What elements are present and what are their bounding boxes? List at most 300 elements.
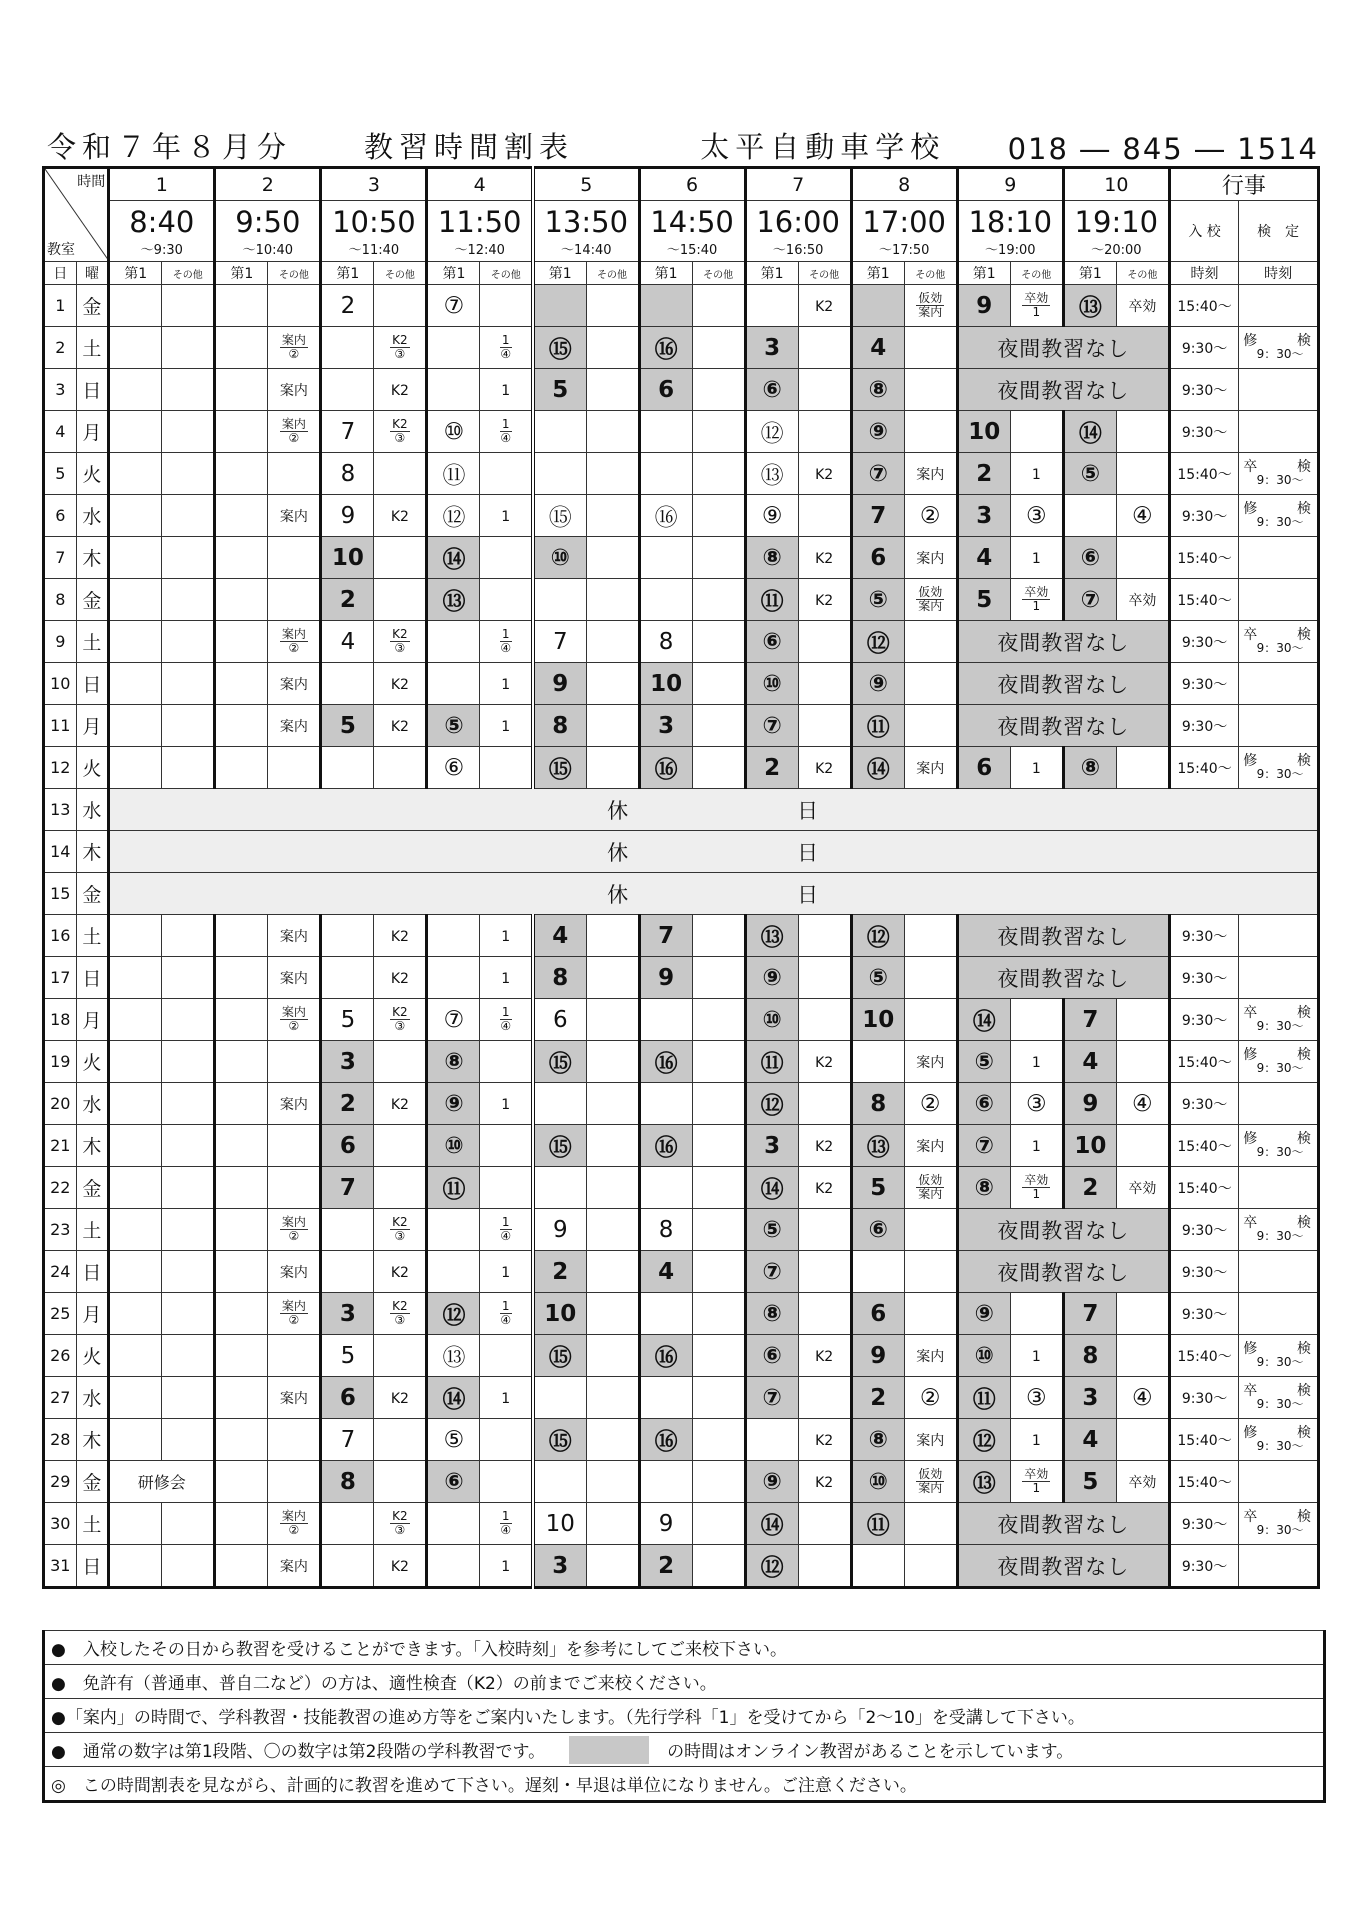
slot-1-first [109,579,162,621]
slot-7-other: K2 [798,453,851,495]
kentei-time-header: 時刻 [1239,262,1319,285]
slot-7-other [798,369,851,411]
slot-10-other [1116,1293,1169,1335]
slot-10-other [1116,453,1169,495]
sub-first-3: 第1 [321,262,374,285]
slot-3-other [374,1503,427,1545]
slot-3-first: 4 [321,621,374,663]
slot-3-first: 6 [321,1377,374,1419]
slot-5-other [586,663,639,705]
event-char-2: 検 [1297,1424,1311,1441]
slot-8-other: 案内 [904,1419,957,1461]
slot-5-first [533,579,586,621]
table-row [44,495,1319,537]
slot-5-first: 2 [533,1251,586,1293]
table-row [44,1251,1319,1293]
slot-4-other [480,453,533,495]
slot-end: ～19:00 [985,242,1036,258]
slot-1-other [162,1377,215,1419]
slot-4-first [427,1251,480,1293]
slot-6-first [639,453,692,495]
slot-8-first [851,1545,904,1588]
slot-6-other [692,1125,745,1167]
table-row [44,1419,1319,1461]
slot-2-other: 案内 [268,495,321,537]
slot-4-other: 1 [480,915,533,957]
slot-6-first [639,1377,692,1419]
slot-10-other [1116,1041,1169,1083]
stacked-label: 1 ④ [500,626,512,655]
slot-1-other [162,327,215,369]
day-of-week: 水 [76,495,109,537]
slot-end: ～14:40 [561,242,612,258]
slot-10-first: 3 [1063,1377,1116,1419]
slot-9-first: 5 [957,579,1010,621]
nyuko-time: 15:40～ [1169,1041,1238,1083]
slot-5-other [586,1041,639,1083]
slot-number-1: 1 [109,168,215,201]
slot-7-other: K2 [798,579,851,621]
slot-8-first: 5 [851,1167,904,1209]
day-of-week: 水 [76,1083,109,1125]
slot-9-first: ⑨ [957,1293,1010,1335]
slot-1-first [109,999,162,1041]
day-of-week: 火 [76,1041,109,1083]
slot-9-first: ⑬ [957,1461,1010,1503]
slot-2-first [215,663,268,705]
slot-4-first: ⑭ [427,1377,480,1419]
slot-10-first: ⑥ [1063,537,1116,579]
day-number: 5 [44,453,77,495]
kentei-event [1239,1125,1319,1167]
slot-4-other [480,1209,533,1251]
slot-6-other [692,495,745,537]
slot-5-first: ⑮ [533,495,586,537]
stacked-label: K2 ③ [392,626,408,655]
kentei-event [1239,285,1319,327]
slot-8-other [904,369,957,411]
day-number: 18 [44,999,77,1041]
slot-8-other [904,411,957,453]
slot-5-other [586,999,639,1041]
stacked-label: 1 ④ [500,416,512,445]
sub-other-3: その他 [374,262,427,285]
event-time: 9：30～ [1256,1228,1304,1243]
sub-first-10: 第1 [1063,262,1116,285]
slot-10-other [1116,1335,1169,1377]
day-number: 21 [44,1125,77,1167]
slot-2-other [268,1209,321,1251]
slot-3-other: K2 [374,1545,427,1588]
stacked-label: 卒効 1 [1024,1466,1049,1495]
slot-4-other: 1 [480,1545,533,1588]
slot-6-other [692,285,745,327]
slot-8-other [904,999,957,1041]
slot-2-other [268,579,321,621]
stacked-label: 仮効 案内 [918,290,943,319]
slot-4-other: 1 [480,1377,533,1419]
slot-6-other [692,327,745,369]
slot-7-other: K2 [798,747,851,789]
slot-5-first [533,285,586,327]
slot-7-other [798,1209,851,1251]
table-row [44,1083,1319,1125]
slot-4-first [427,915,480,957]
slot-3-other [374,1293,427,1335]
nyuko-time: 9:30～ [1169,1503,1238,1545]
slot-3-first: 5 [321,999,374,1041]
slot-1-first [109,453,162,495]
slot-9-other [1010,411,1063,453]
nyuko-time: 15:40～ [1169,579,1238,621]
slot-5-other [586,537,639,579]
slot-7-other: K2 [798,1041,851,1083]
slot-9-first: ⑪ [957,1377,1010,1419]
no-night-lessons: 夜間教習なし [957,1209,1169,1251]
note-4 [45,1732,1323,1766]
table-row [44,1041,1319,1083]
event-time: 9：30～ [1256,640,1304,655]
slot-1-first [109,1293,162,1335]
holiday-char-2: 日 [797,798,821,823]
kentei-event [1239,1167,1319,1209]
slot-6-first [639,1167,692,1209]
slot-5-first: 9 [533,1209,586,1251]
table-row [44,747,1319,789]
slot-number-3: 3 [321,168,427,201]
slot-2-first [215,537,268,579]
slot-4-other: 1 [480,957,533,999]
slot-2-other [268,537,321,579]
slot-5-other [586,411,639,453]
slot-6-first [639,537,692,579]
slot-6-other [692,369,745,411]
kenshu-label: 研修会 [137,1473,186,1492]
slot-4-other: 1 [480,663,533,705]
slot-4-other [480,1335,533,1377]
slot-5-other [586,579,639,621]
slot-7-first: ⑧ [745,1293,798,1335]
nyuko-time: 15:40～ [1169,453,1238,495]
day-of-week: 木 [76,1125,109,1167]
stacked-label: 案内 ② [281,332,306,361]
slot-4-other: 1 [480,495,533,537]
slot-7-other [798,915,851,957]
slot-5-first: 5 [533,369,586,411]
slot-7-first [745,1419,798,1461]
gyoji-header: 行事 [1169,168,1318,201]
slot-3-other: K2 [374,663,427,705]
event-char-2: 検 [1297,332,1311,349]
event-time: 9：30～ [1256,1354,1304,1369]
day-number: 7 [44,537,77,579]
slot-10-first: ⑧ [1063,747,1116,789]
slot-1-other [162,495,215,537]
slot-time-3 [321,201,427,262]
event-time: 9：30～ [1256,472,1304,487]
slot-3-first: 5 [321,1335,374,1377]
slot-end: ～16:50 [772,242,824,258]
slot-7-first [745,285,798,327]
nyuko-header: 入 校 [1169,201,1238,262]
slot-1-first [109,411,162,453]
table-row [44,453,1319,495]
slot-4-other [480,1461,533,1503]
slot-4-first: ⑫ [427,1293,480,1335]
slot-start: 9:50 [235,204,301,239]
day-number: 14 [44,831,77,873]
slot-2-other [268,1293,321,1335]
slot-7-first: ⑨ [745,1461,798,1503]
slot-10-first: 10 [1063,1125,1116,1167]
slot-8-first: ⑥ [851,1209,904,1251]
event-char-2: 検 [1297,458,1311,475]
slot-2-first [215,453,268,495]
slot-8-other [904,579,957,621]
stacked-label: K2 ③ [392,416,408,445]
slot-2-first [215,1545,268,1588]
slot-5-first: 9 [533,663,586,705]
event-char-1: 修 [1243,1046,1258,1063]
slot-7-other [798,495,851,537]
slot-10-other: ④ [1116,495,1169,537]
slot-1-other [162,1167,215,1209]
day-number: 17 [44,957,77,999]
slot-6-first [639,579,692,621]
sub-other-1: その他 [162,262,215,285]
slot-7-first: ⑫ [745,1083,798,1125]
slot-1-first [109,1083,162,1125]
table-row [44,789,1319,831]
slot-number-8: 8 [851,168,957,201]
event-char-2: 検 [1297,500,1311,517]
slot-1-other [162,1545,215,1588]
event-char-1: 卒 [1243,458,1258,475]
slot-start: 16:00 [756,204,840,239]
nyuko-time: 9:30～ [1169,1083,1238,1125]
slot-end: ～20:00 [1091,242,1142,258]
month-label: 令和７年８月分 [47,130,293,164]
sub-first-6: 第1 [639,262,692,285]
slot-7-first: ⑨ [745,957,798,999]
slot-7-first: 3 [745,327,798,369]
slot-5-first: 8 [533,957,586,999]
slot-10-first: 7 [1063,1293,1116,1335]
slot-10-other: 卒効 [1116,579,1169,621]
slot-5-other [586,621,639,663]
slot-6-first: 8 [639,621,692,663]
note-3: ●「案内」の時間で、学科教習・技能教習の進め方等をご案内いたします。（先行学科「1」を受けてから「2～10」を受講して下さい。 [45,1698,1323,1732]
slot-6-first [639,1083,692,1125]
slot-7-other [798,1545,851,1588]
stacked-label: 案内 ② [281,1004,306,1033]
table-row [44,1461,1319,1503]
slot-7-first: ⑥ [745,369,798,411]
day-of-week: 日 [76,1545,109,1588]
note-5: ◎ この時間割表を見ながら、計画的に教習を進めて下さい。遅刻・早退は単位になりません。ご注意ください。 [45,1766,1323,1800]
slot-4-other [480,1419,533,1461]
stacked-label: 卒効 1 [1024,1172,1049,1201]
slot-9-other: ③ [1010,495,1063,537]
slot-7-first: ⑦ [745,705,798,747]
slot-10-first: ⑤ [1063,453,1116,495]
slot-4-other: 1 [480,369,533,411]
slot-8-other: ② [904,495,957,537]
slot-3-other [374,1209,427,1251]
slot-7-other [798,411,851,453]
slot-5-first: 8 [533,705,586,747]
sub-first-5: 第1 [533,262,586,285]
slot-1-other [162,1083,215,1125]
slot-3-other: K2 [374,495,427,537]
slot-1-other [162,663,215,705]
slot-start: 8:40 [129,204,195,239]
slot-8-other [904,621,957,663]
slot-1-other [162,705,215,747]
table-row [44,1293,1319,1335]
slot-3-other [374,1335,427,1377]
day-of-week: 火 [76,1335,109,1377]
slot-7-other: K2 [798,1335,851,1377]
slot-6-other [692,1419,745,1461]
slot-5-first: 6 [533,999,586,1041]
event-char-2: 検 [1297,752,1311,769]
slot-8-other: 案内 [904,747,957,789]
slot-9-first: ⑩ [957,1335,1010,1377]
slot-6-other [692,537,745,579]
slot-10-other [1116,747,1169,789]
slot-6-other [692,1503,745,1545]
slot-2-other [268,1041,321,1083]
event-char-2: 検 [1297,1130,1311,1147]
slot-3-first [321,1503,374,1545]
slot-1-first [109,1503,162,1545]
nyuko-time: 9:30～ [1169,327,1238,369]
slot-9-other: 1 [1010,1125,1063,1167]
slot-3-first [321,747,374,789]
slot-time-6 [639,201,745,262]
slot-4-other [480,579,533,621]
slot-end: ～11:40 [348,242,400,258]
day-number: 25 [44,1293,77,1335]
event-time: 9：30～ [1256,1522,1304,1537]
event-char-1: 修 [1243,1340,1258,1357]
slot-2-other: 案内 [268,705,321,747]
slot-2-first [215,957,268,999]
slot-6-other [692,453,745,495]
slot-5-other [586,957,639,999]
slot-7-first: ⑧ [745,537,798,579]
slot-end: ～12:40 [454,242,505,258]
holiday-band [109,831,1319,873]
slot-10-other: ④ [1116,1083,1169,1125]
slot-1-first [109,537,162,579]
slot-5-other [586,1167,639,1209]
slot-5-first [533,1083,586,1125]
slot-4-other [480,1293,533,1335]
slot-5-other [586,705,639,747]
slot-6-first: 10 [639,663,692,705]
slot-2-first [215,411,268,453]
school-name: 太平自動車学校 [700,130,946,164]
table-row [44,957,1319,999]
slot-number-6: 6 [639,168,745,201]
slot-6-other [692,1335,745,1377]
slot-6-first: ⑯ [639,495,692,537]
slot-4-other: 1 [480,705,533,747]
nyuko-time: 9:30～ [1169,663,1238,705]
slot-4-first: ⑦ [427,285,480,327]
event-char-1: 卒 [1243,1004,1258,1021]
slot-time-7 [745,201,851,262]
slot-5-first: 10 [533,1293,586,1335]
slot-2-first [215,621,268,663]
day-of-week: 金 [76,579,109,621]
slot-time-4 [427,201,533,262]
event-char-1: 卒 [1243,1214,1258,1231]
day-number: 26 [44,1335,77,1377]
slot-7-other [798,1503,851,1545]
slot-4-other [480,1167,533,1209]
slot-6-other [692,999,745,1041]
sub-first-1: 第1 [109,262,162,285]
slot-9-first: ⑦ [957,1125,1010,1167]
slot-7-other: K2 [798,285,851,327]
event-char-1: 修 [1243,332,1258,349]
slot-6-first [639,999,692,1041]
nyuko-time: 9:30～ [1169,369,1238,411]
slot-6-other [692,1545,745,1588]
slot-number-10: 10 [1063,168,1169,201]
no-night-lessons: 夜間教習なし [957,327,1169,369]
sub-first-9: 第1 [957,262,1010,285]
day-number: 20 [44,1083,77,1125]
slot-1-other [162,621,215,663]
slot-1-other [162,411,215,453]
slot-5-first: 10 [533,1503,586,1545]
slot-number-4: 4 [427,168,533,201]
slot-7-first: ⑩ [745,999,798,1041]
table-row [44,1335,1319,1377]
slot-8-first: ⑬ [851,1125,904,1167]
table-row [44,873,1319,915]
kentei-event [1239,1041,1319,1083]
sub-other-8: その他 [904,262,957,285]
sub-other-10: その他 [1116,262,1169,285]
slot-1-other [162,999,215,1041]
table-row [44,1503,1319,1545]
stacked-label: 案内 ② [281,1508,306,1537]
slot-4-first: ⑦ [427,999,480,1041]
no-night-lessons: 夜間教習なし [957,915,1169,957]
slot-10-first: 5 [1063,1461,1116,1503]
slot-7-other [798,1083,851,1125]
slot-9-other: 1 [1010,1419,1063,1461]
holiday-band [109,789,1319,831]
slot-10-other [1116,1125,1169,1167]
day-number: 10 [44,663,77,705]
day-number: 24 [44,1251,77,1293]
slot-2-first [215,1503,268,1545]
event-time: 9：30～ [1256,766,1304,781]
slot-2-other [268,1461,321,1503]
slot-1-other [162,1209,215,1251]
table-row [44,663,1319,705]
slot-7-first: ⑭ [745,1167,798,1209]
note-2: ● 免許有（普通車、普自二など）の方は、適性検査（K2）の前までご来校ください。 [45,1664,1323,1698]
slot-4-first: ⑪ [427,1167,480,1209]
slot-9-other: 1 [1010,1041,1063,1083]
